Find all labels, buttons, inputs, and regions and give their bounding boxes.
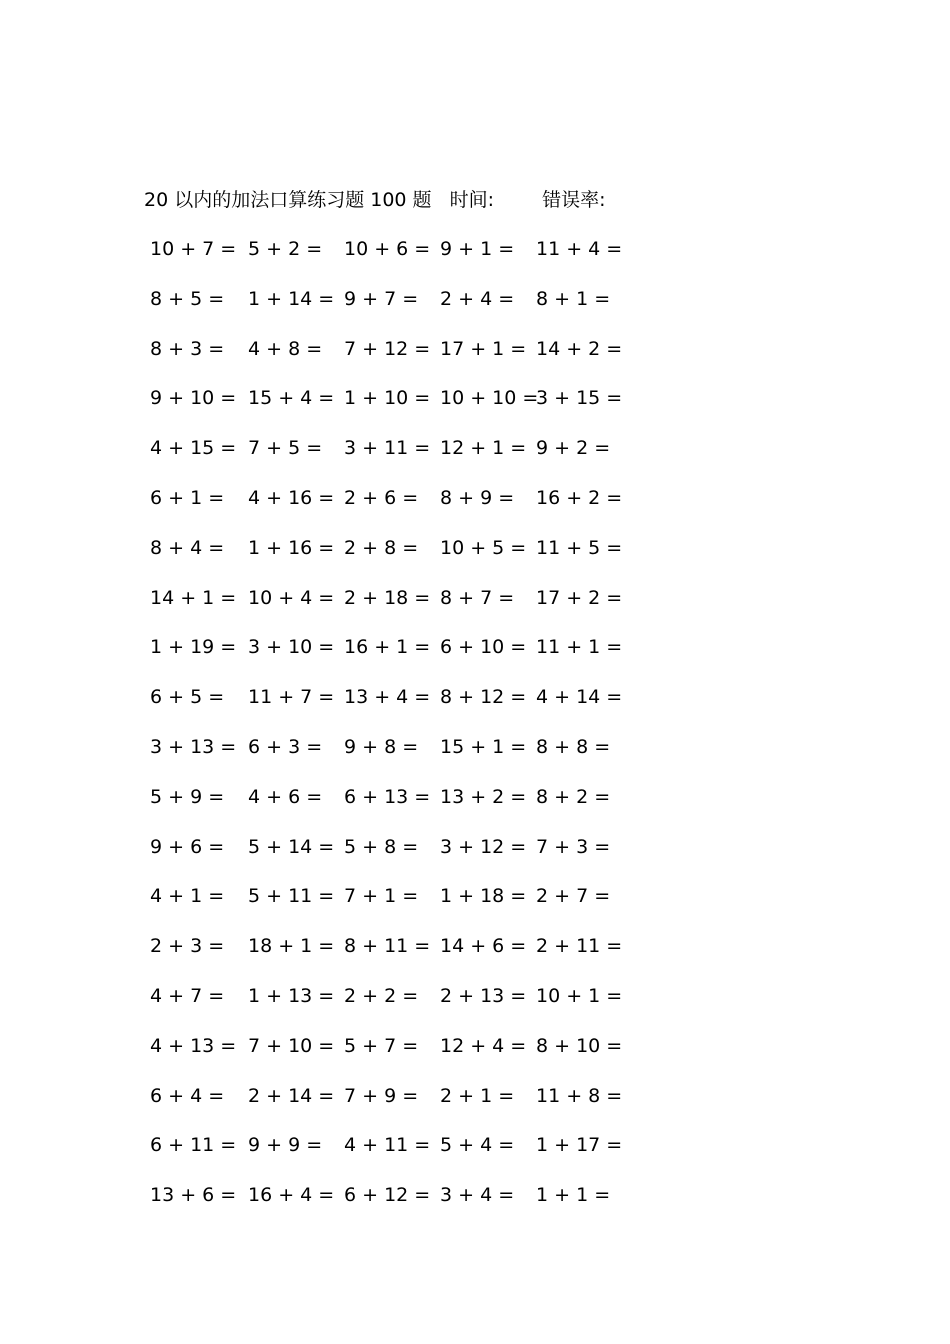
problem-row xyxy=(150,733,650,783)
problem-item: 2 + 13 = xyxy=(440,984,527,1007)
problem-item: 3 + 13 = xyxy=(150,735,237,758)
problem-item: 9 + 6 = xyxy=(150,835,225,858)
problem-item: 10 + 7 = xyxy=(150,238,237,260)
problem-item: 11 + 8 = xyxy=(536,1084,623,1107)
problem-item: 8 + 2 = xyxy=(536,785,611,808)
problem-row xyxy=(150,783,650,833)
problem-item: 15 + 4 = xyxy=(248,387,335,410)
problem-item: 6 + 10 = xyxy=(440,636,527,659)
problem-item: 16 + 2 = xyxy=(536,486,623,509)
problem-item: 8 + 5 = xyxy=(150,287,225,310)
problem-item: 5 + 14 = xyxy=(248,835,335,858)
problem-item: 11 + 1 = xyxy=(536,636,623,659)
problem-item: 1 + 13 = xyxy=(248,984,335,1007)
problem-item: 10 + 10 = xyxy=(440,387,539,410)
problem-item: 15 + 1 = xyxy=(440,735,527,758)
problem-item: 6 + 13 = xyxy=(344,785,431,808)
problem-item: 6 + 4 = xyxy=(150,1084,225,1107)
problem-item: 7 + 9 = xyxy=(344,1084,419,1107)
problem-item: 5 + 9 = xyxy=(150,785,225,808)
problem-item: 12 + 4 = xyxy=(440,1034,527,1057)
problem-item: 6 + 11 = xyxy=(150,1134,237,1157)
problem-item: 8 + 11 = xyxy=(344,935,431,958)
problem-item: 14 + 1 = xyxy=(150,586,237,609)
problem-item: 6 + 5 = xyxy=(150,686,225,709)
problem-item: 14 + 6 = xyxy=(440,935,527,958)
problem-item: 13 + 2 = xyxy=(440,785,527,808)
problem-item: 7 + 5 = xyxy=(248,437,323,460)
problem-item: 5 + 4 = xyxy=(440,1134,515,1157)
problem-item: 6 + 3 = xyxy=(248,735,323,758)
problem-item: 2 + 18 = xyxy=(344,586,431,609)
problem-item: 13 + 6 = xyxy=(150,1184,237,1207)
problem-item: 1 + 17 = xyxy=(536,1134,623,1157)
problem-item: 10 + 5 = xyxy=(440,536,527,559)
problem-row xyxy=(150,833,650,883)
problem-item: 8 + 3 = xyxy=(150,337,225,360)
problem-item: 9 + 7 = xyxy=(344,287,419,310)
problem-item: 5 + 7 = xyxy=(344,1034,419,1057)
problem-grid xyxy=(150,235,650,1231)
problem-row xyxy=(150,434,650,484)
problem-row xyxy=(150,1032,650,1082)
problem-item: 4 + 1 = xyxy=(150,885,225,908)
problem-item: 6 + 1 = xyxy=(150,486,225,509)
problem-item: 5 + 2 = xyxy=(248,238,323,260)
problem-item: 9 + 8 = xyxy=(344,735,419,758)
problem-item: 2 + 7 = xyxy=(536,885,611,908)
problem-item: 4 + 7 = xyxy=(150,984,225,1007)
problem-item: 7 + 3 = xyxy=(536,835,611,858)
problem-item: 1 + 1 = xyxy=(536,1184,611,1207)
problem-row xyxy=(150,683,650,733)
problem-item: 8 + 1 = xyxy=(536,287,611,310)
problem-item: 1 + 14 = xyxy=(248,287,335,310)
problem-item: 1 + 18 = xyxy=(440,885,527,908)
problem-item: 13 + 4 = xyxy=(344,686,431,709)
problem-item: 2 + 2 = xyxy=(344,984,419,1007)
problem-row xyxy=(150,982,650,1032)
problem-item: 1 + 10 = xyxy=(344,387,431,410)
problem-item: 9 + 10 = xyxy=(150,387,237,410)
problem-row xyxy=(150,882,650,932)
problem-item: 7 + 1 = xyxy=(344,885,419,908)
problem-row xyxy=(150,534,650,584)
problem-item: 3 + 15 = xyxy=(536,387,623,410)
problem-item: 2 + 6 = xyxy=(344,486,419,509)
problem-row xyxy=(150,1082,650,1132)
problem-item: 4 + 14 = xyxy=(536,686,623,709)
problem-item: 8 + 7 = xyxy=(440,586,515,609)
problem-row xyxy=(150,1131,650,1181)
problem-item: 9 + 2 = xyxy=(536,437,611,460)
problem-item: 8 + 9 = xyxy=(440,486,515,509)
problem-row xyxy=(150,484,650,534)
problem-item: 5 + 11 = xyxy=(248,885,335,908)
time-label: 时间: xyxy=(449,189,495,211)
problem-item: 14 + 2 = xyxy=(536,337,623,360)
problem-row xyxy=(150,932,650,982)
problem-item: 3 + 12 = xyxy=(440,835,527,858)
problem-item: 4 + 11 = xyxy=(344,1134,431,1157)
problem-item: 16 + 4 = xyxy=(248,1184,335,1207)
problem-row xyxy=(150,335,650,385)
problem-item: 4 + 13 = xyxy=(150,1034,237,1057)
problem-item: 10 + 1 = xyxy=(536,984,623,1007)
problem-item: 9 + 1 = xyxy=(440,238,515,260)
problem-item: 3 + 10 = xyxy=(248,636,335,659)
problem-item: 2 + 8 = xyxy=(344,536,419,559)
problem-item: 4 + 8 = xyxy=(248,337,323,360)
problem-item: 8 + 12 = xyxy=(440,686,527,709)
error-rate-label: 错误率: xyxy=(542,189,606,211)
problem-item: 9 + 9 = xyxy=(248,1134,323,1157)
problem-row xyxy=(150,384,650,434)
problem-item: 10 + 4 = xyxy=(248,586,335,609)
worksheet-header xyxy=(144,186,605,214)
problem-item: 3 + 11 = xyxy=(344,437,431,460)
problem-item: 4 + 6 = xyxy=(248,785,323,808)
problem-row xyxy=(150,285,650,335)
problem-item: 7 + 12 = xyxy=(344,337,431,360)
problem-row xyxy=(150,235,650,285)
problem-item: 5 + 8 = xyxy=(344,835,419,858)
problem-row xyxy=(150,584,650,634)
problem-item: 2 + 4 = xyxy=(440,287,515,310)
worksheet-title: 20 以内的加法口算练习题 100 题 xyxy=(144,189,432,211)
problem-item: 2 + 1 = xyxy=(440,1084,515,1107)
problem-item: 4 + 15 = xyxy=(150,437,237,460)
problem-item: 1 + 16 = xyxy=(248,536,335,559)
problem-item: 7 + 10 = xyxy=(248,1034,335,1057)
problem-item: 8 + 8 = xyxy=(536,735,611,758)
problem-row xyxy=(150,1181,650,1231)
problem-item: 16 + 1 = xyxy=(344,636,431,659)
problem-item: 3 + 4 = xyxy=(440,1184,515,1207)
problem-item: 10 + 6 = xyxy=(344,238,431,260)
problem-row xyxy=(150,633,650,683)
problem-item: 18 + 1 = xyxy=(248,935,335,958)
problem-item: 11 + 7 = xyxy=(248,686,335,709)
problem-item: 2 + 14 = xyxy=(248,1084,335,1107)
problem-item: 11 + 4 = xyxy=(536,238,623,260)
problem-item: 8 + 10 = xyxy=(536,1034,623,1057)
problem-item: 2 + 3 = xyxy=(150,935,225,958)
problem-item: 2 + 11 = xyxy=(536,935,623,958)
problem-item: 8 + 4 = xyxy=(150,536,225,559)
problem-item: 12 + 1 = xyxy=(440,437,527,460)
problem-item: 11 + 5 = xyxy=(536,536,623,559)
problem-item: 17 + 2 = xyxy=(536,586,623,609)
problem-item: 6 + 12 = xyxy=(344,1184,431,1207)
problem-item: 17 + 1 = xyxy=(440,337,527,360)
problem-item: 1 + 19 = xyxy=(150,636,237,659)
problem-item: 4 + 16 = xyxy=(248,486,335,509)
